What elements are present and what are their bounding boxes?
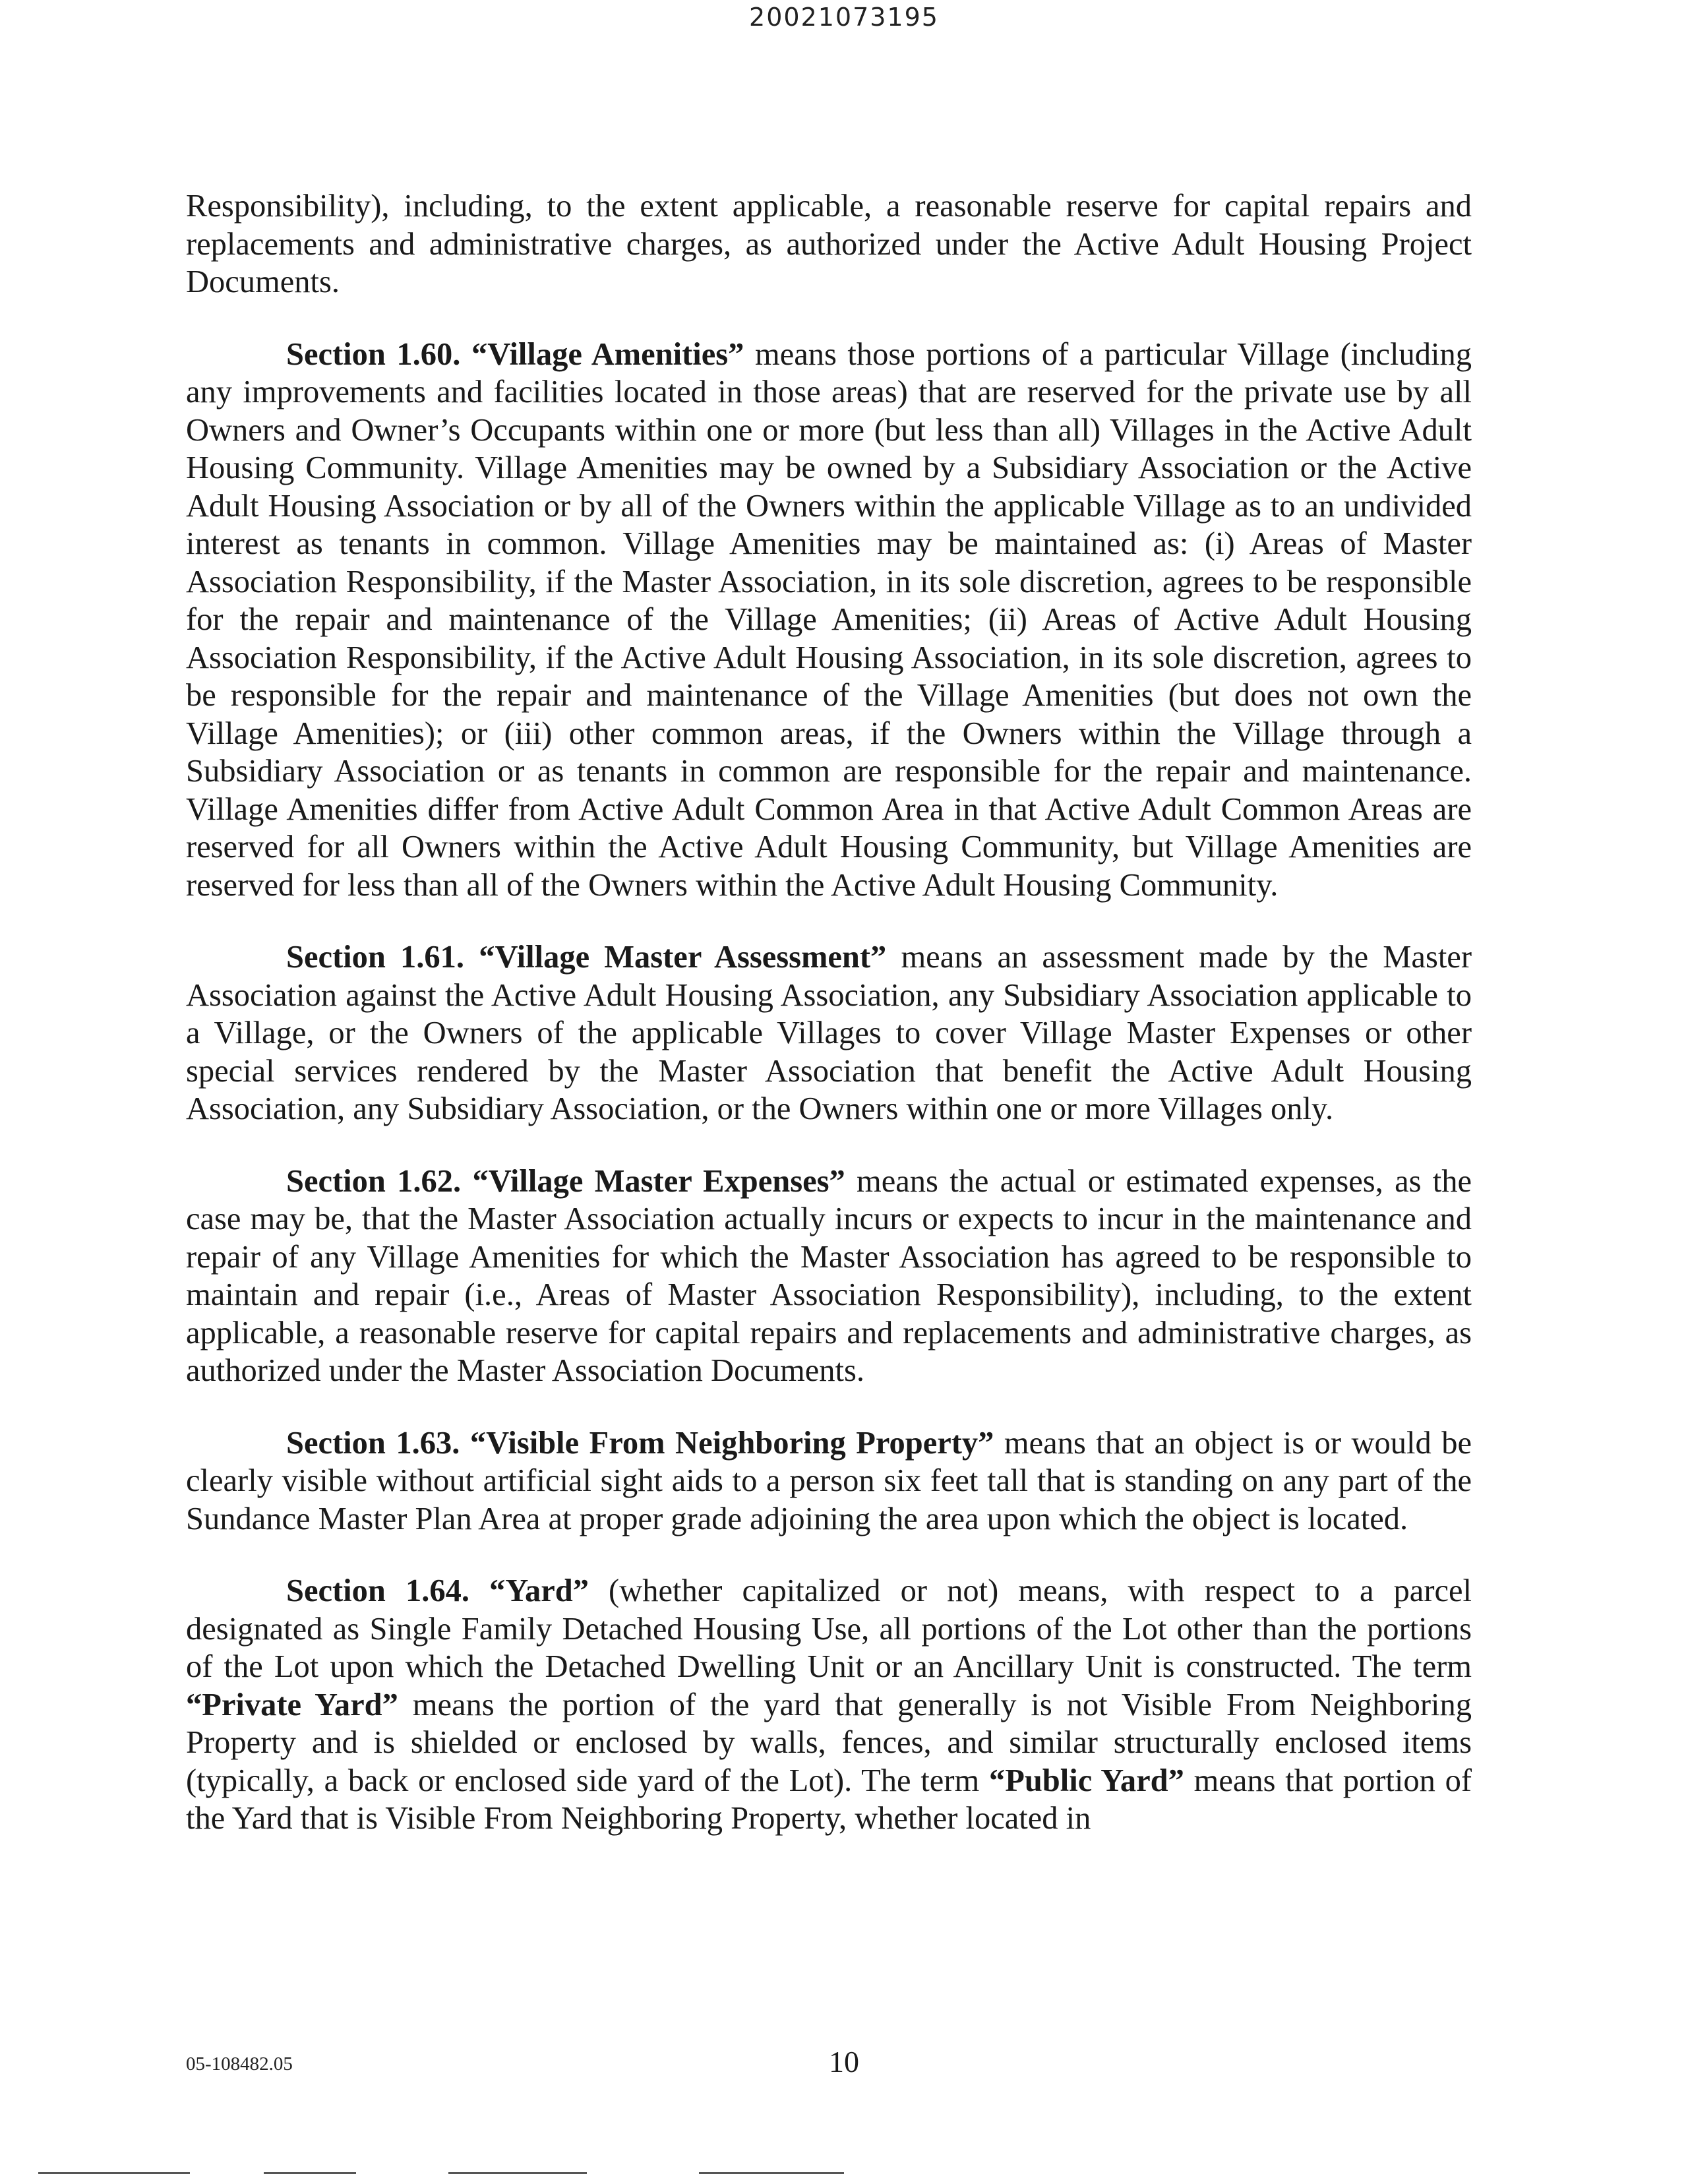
continued-paragraph: Responsibility), including, to the extent applicable, a reasonable reserve for capital repairs and replacements and administrative charges, as authorized under the Active Adult Housing Project Documents. — [186, 189, 1472, 299]
defined-term: “Public Yard” — [988, 1763, 1184, 1798]
defined-term: “Private Yard” — [186, 1687, 398, 1722]
document-recording-number: 20021073195 — [749, 3, 939, 32]
scan-mark — [448, 2172, 587, 2174]
defined-term: “Village Amenities” — [471, 336, 744, 372]
section-1-64 — [186, 1572, 1472, 1838]
section-1-63 — [186, 1424, 1472, 1538]
definition-text: means the portion of the yard that generally is not Visible From Neighboring Property and is shielded or enclosed by walls, fences, and similar structurally enclosed items (typically, a back or enclosed side yard of the Lot). The term — [186, 1687, 1472, 1798]
section-label: Section 1.63. — [286, 1425, 460, 1461]
scan-mark — [699, 2172, 844, 2174]
defined-term: “Village Master Expenses” — [472, 1163, 845, 1199]
definition-text: means that portion of the Yard that is Visible From Neighboring Property, whether located in — [186, 1763, 1472, 1836]
section-label: Section 1.62. — [286, 1163, 462, 1199]
defined-term: “Village Master Assessment” — [479, 940, 887, 975]
section-label: Section 1.64. — [286, 1573, 469, 1608]
document-body — [186, 187, 1472, 1872]
definition-text: means those portions of a particular Village (including any improvements and facilities located in those areas) that are reserved for the private use by all Owners and Owner’s Occupants within one or more (but less than all) Villages in the Active Adult Housing Community. Village Amenities may be owned by a Subsidiary Association or the Active Adult Housing Association or by all of the Owners within the applicable Village as to an undivided interest as tenants in common. Village Amenities may be maintained as: (i) Areas of Master Association Responsibility, if the Master Association, in its sole discretion, agrees to be responsible for the repair and maintenance of the Village Amenities; (ii) Areas of Active Adult Housing Association Responsibility, if the Active Adult Housing Association, in its sole discretion, agrees to be responsible for the repair and maintenance of the Village Amenities (but does not own the Village Amenities); or (iii) other common areas, if the Owners within the Village through a Subsidiary Association or as tenants in common are responsible for the repair and maintenance. Village Amenities differ from Active Adult Common Area in that Active Adult Common Areas are reserved for all Owners within the Active Adult Housing Community, but Village Amenities are reserved for less than all of the Owners within the Active Adult Housing Community. — [186, 336, 1472, 903]
footer-document-code: 05-108482.05 — [186, 2053, 293, 2075]
section-1-61 — [186, 938, 1472, 1128]
section-label: Section 1.61. — [286, 940, 465, 975]
definition-text: (whether capitalized or not) means, with respect to a parcel designated as Single Family Detached Housing Use, all portions of the Lot other than the portions of the Lot upon which the Detached Dwelling Unit or an Ancillary Unit is constructed. The term — [186, 1573, 1472, 1684]
page-number: 10 — [829, 2045, 859, 2078]
scan-artifact-marks — [0, 2169, 1688, 2177]
defined-term: “Yard” — [489, 1573, 589, 1608]
definition-text: means that an object is or would be clearly visible without artificial sight aids to a person six feet tall that is standing on any part of the Sundance Master Plan Area at proper grade adjoining the area upon which the object is located. — [186, 1425, 1472, 1536]
section-1-62 — [186, 1163, 1472, 1390]
definition-text: means an assessment made by the Master Association against the Active Adult Housing Association, any Subsidiary Association applicable to a Village, or the Owners of the applicable Villages to cover Village Master Expenses or other special services rendered by the Master Association that benefit the Active Adult Housing Association, any Subsidiary Association, or the Owners within one or more Villages only. — [186, 940, 1472, 1126]
scan-mark — [264, 2172, 356, 2174]
section-label: Section 1.60. — [286, 336, 461, 372]
scan-mark — [38, 2172, 190, 2174]
definition-text: means the actual or estimated expenses, as the case may be, that the Master Association actually incurs or expects to incur in the maintenance and repair of any Village Amenities for which the Master Association has agreed to be responsible to maintain and repair (i.e., Areas of Master Association Responsibility), including, to the extent applicable, a reasonable reserve for capital repairs and replacements and administrative charges, as authorized under the Master Association Documents. — [186, 1163, 1472, 1388]
section-1-60 — [186, 336, 1472, 905]
defined-term: “Visible From Neighboring Property” — [469, 1425, 994, 1461]
